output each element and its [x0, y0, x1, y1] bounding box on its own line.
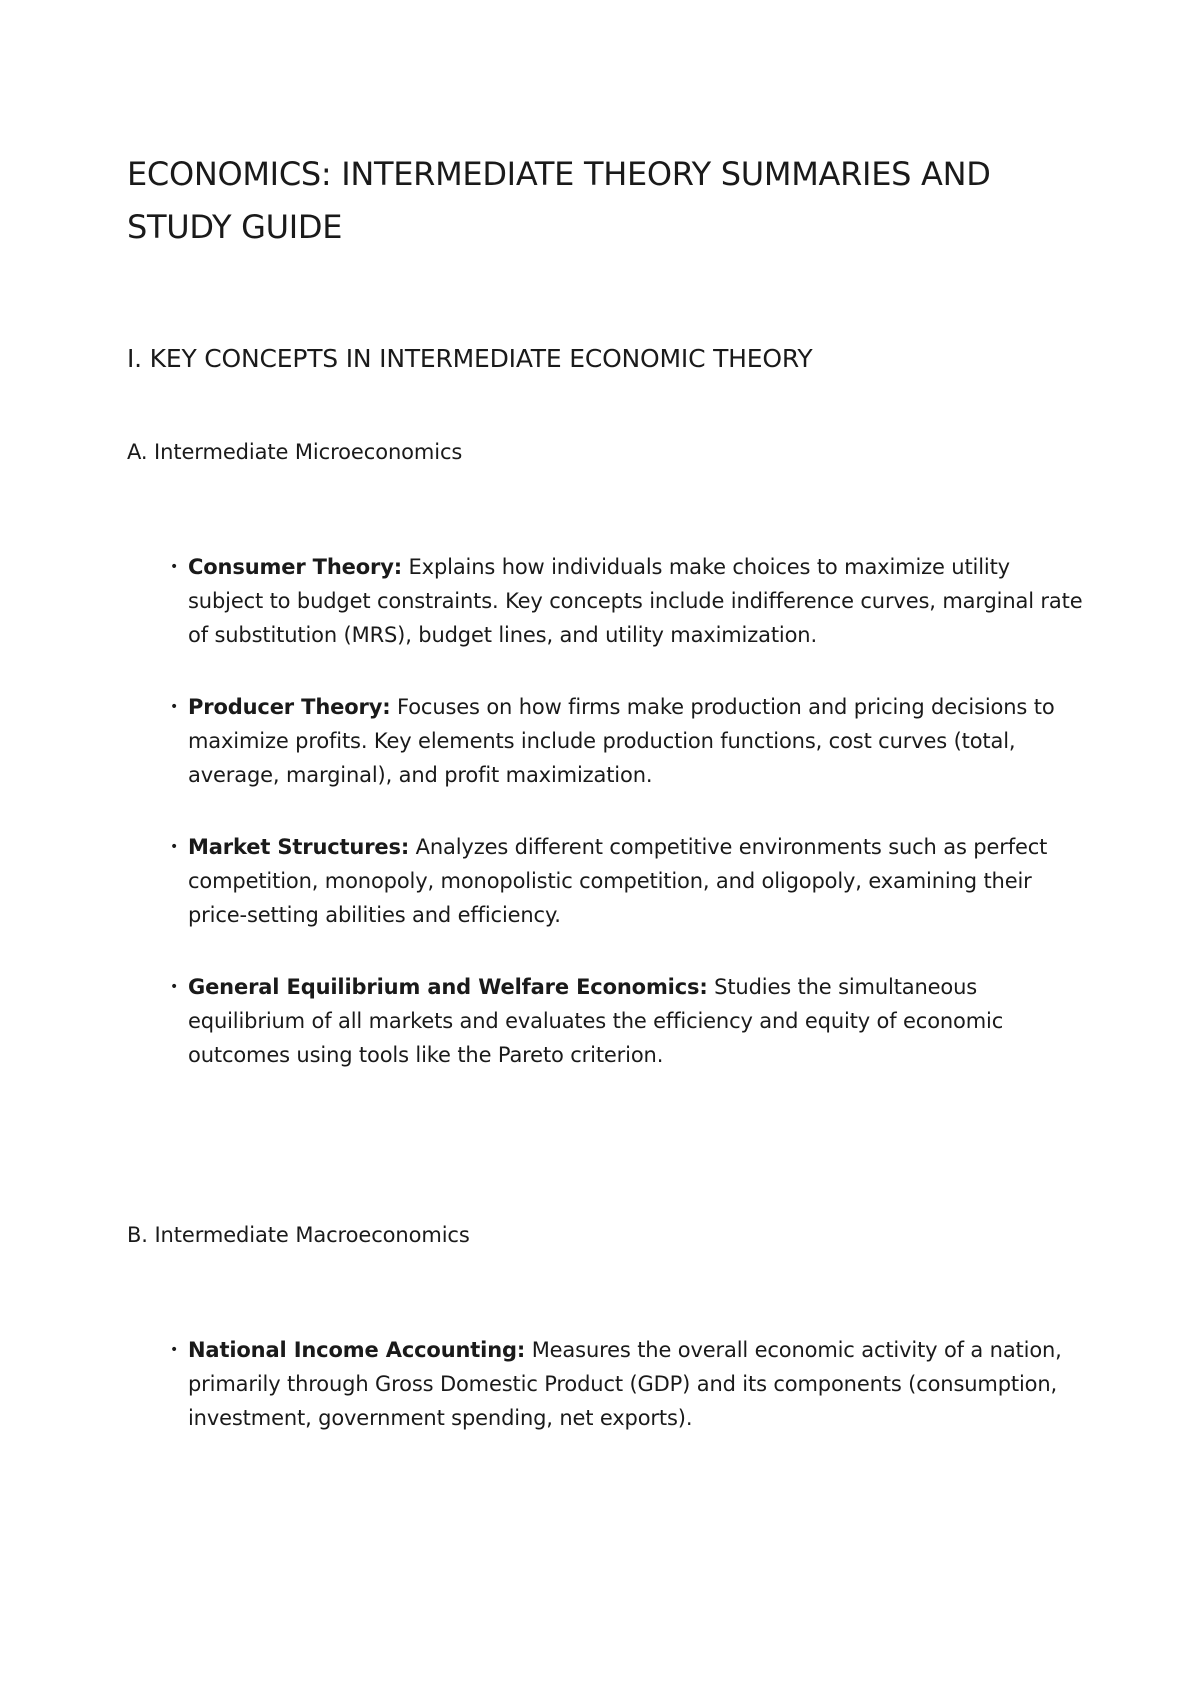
macroeconomics-bullet-list	[170, 1333, 1090, 1473]
bullet-icon: •	[170, 839, 179, 855]
bullet-icon: •	[170, 699, 179, 715]
bullet-icon: •	[170, 1342, 179, 1358]
subsection-heading-microeconomics: A. Intermediate Microeconomics	[127, 440, 463, 464]
section-heading-key-concepts: I. KEY CONCEPTS IN INTERMEDIATE ECONOMIC THEORY	[127, 344, 813, 373]
subsection-heading-macroeconomics: B. Intermediate Macroeconomics	[127, 1223, 470, 1247]
bullet-term: Market Structures:	[188, 835, 410, 859]
bullet-text: Focuses on how firms make production and pricing decisions to maximize profits. Key elements include production functions, cost curves (total, average, marginal), and profit maximization.	[188, 695, 1055, 787]
bullet-text: Studies the simultaneous equilibrium of all markets and evaluates the efficiency and equity of economic outcomes using tools like the Pareto criterion.	[188, 975, 1004, 1067]
bullet-text: Explains how individuals make choices to maximize utility subject to budget constraints. Key concepts include indifference curves, marginal rate of substitution (MRS), budget lines, and utility maximization.	[188, 555, 1083, 647]
microeconomics-bullet-list	[170, 550, 1090, 1110]
bullet-text: Measures the overall economic activity of a nation, primarily through Gross Domestic Product (GDP) and its components (consumption, investment, government spending, net exports).	[188, 1338, 1062, 1430]
list-item-market-structures	[170, 830, 1090, 932]
bullet-icon: •	[170, 979, 179, 995]
list-item-national-income-accounting	[170, 1333, 1090, 1435]
bullet-term: Consumer Theory:	[188, 555, 403, 579]
list-item-general-equilibrium	[170, 970, 1090, 1072]
bullet-icon: •	[170, 559, 179, 575]
bullet-term: National Income Accounting:	[188, 1338, 526, 1362]
bullet-term: General Equilibrium and Welfare Economics:	[188, 975, 708, 999]
bullet-text: Analyzes different competitive environments such as perfect competition, monopoly, monopolistic competition, and oligopoly, examining their price-setting abilities and efficiency.	[188, 835, 1048, 927]
list-item-producer-theory	[170, 690, 1090, 792]
list-item-consumer-theory	[170, 550, 1090, 652]
bullet-term: Producer Theory:	[188, 695, 391, 719]
document-title: ECONOMICS: INTERMEDIATE THEORY SUMMARIES AND STUDY GUIDE	[127, 155, 991, 246]
